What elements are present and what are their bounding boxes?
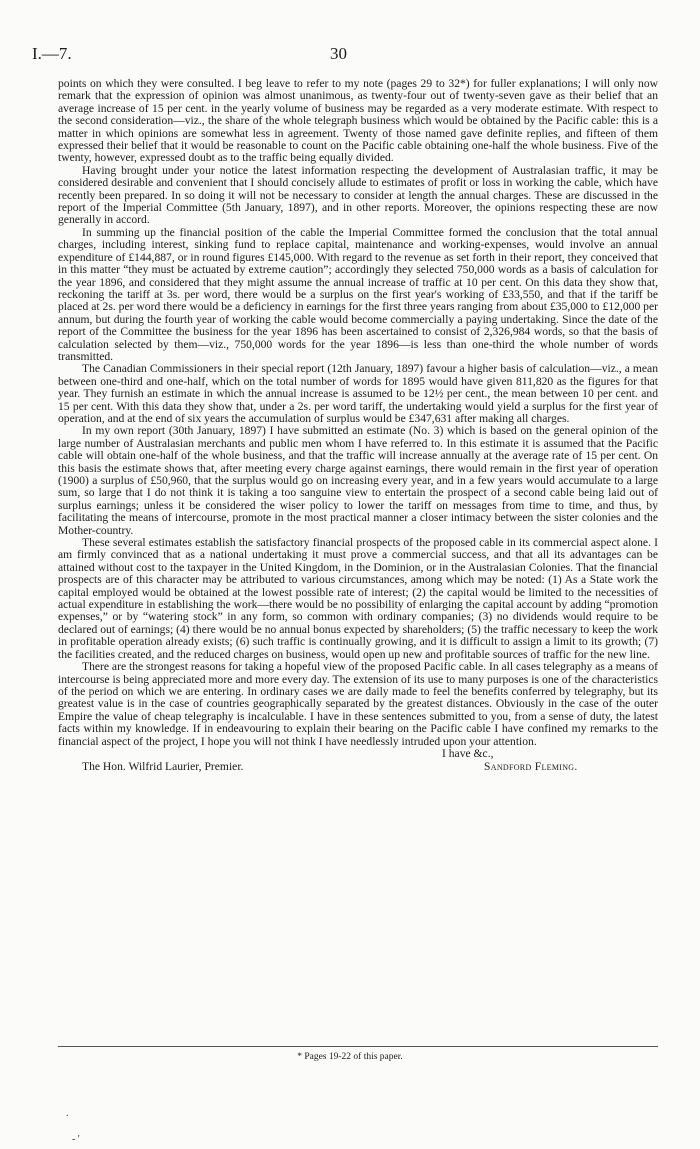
stray-mark: - ' <box>72 1134 80 1145</box>
footnote-divider <box>58 1046 658 1047</box>
letter-closing <box>58 748 658 774</box>
paragraph: There are the strongest reasons for taking a hopeful view of the proposed Pacific cable. In all cases telegraphy as a means of intercourse is being appreciated more and more every day. The extension of its use to many purposes is one of the characteristics of the period on which we are entering. In ordinary cases we are daily made to feel the benefits conferred by telegraphy, but its greatest value is in the case of countries geographically separated by the greatest distances. Obviously in the case of the outer Empire the value of cheap telegraphy is incalculable. I have in these sentences submitted to you, from a sense of duty, the latest facts within my knowledge. If in endeavouring to explain their bearing on the Pacific cable I have confined my remarks to the financial aspect of the project, I hope you will not think I have needlessly intruded upon your attention. <box>58 660 658 748</box>
valediction: I have &c., <box>442 746 494 760</box>
paragraph: In my own report (30th January, 1897) I have submitted an estimate (No. 3) which is based on the general opinion of the large number of Australasian merchants and public men whom I have referred to. In this estimate it is assumed that the Pacific cable will obtain one-half of the whole business, and that the traffic will increase annually at the average rate of 15 per cent. On this basis the estimate shows that, after meeting every charge against earnings, there would remain in the first year of operation (1900) a surplus of £50,960, that the surplus would go on increasing every year, and in a few years would accumulate to a large sum, so large that I do not think it is taking a too sanguine view to entertain the prospect of a second cable being laid out of surplus earnings; unless it be considered the wiser policy to lower the tariff on messages from time to time, and thus, by facilitating the means of intercourse, promote in the most practical manner a closer intimacy between the sister colonies and the Mother-country. <box>58 424 658 537</box>
paragraph: Having brought under your notice the latest information respecting the development of Australasian traffic, it may be considered desirable and convenient that I should concisely allude to estimates of profit or loss in working the cable, which have recently been prepared. In so doing it will not be necessary to consider at length the annual charges. These are discussed in the report of the Imperial Committee (5th January, 1897), and in other reports. Moreover, the opinions respecting these are now generally in accord. <box>58 163 658 227</box>
paper-reference: I.—7. <box>32 44 72 63</box>
footnote: * Pages 19-22 of this paper. <box>297 1052 403 1062</box>
body-text <box>58 78 658 774</box>
paragraph: points on which they were consulted. I beg leave to refer to my note (pages 29 to 32*) for fuller explanations; I will only now remark that the expression of opinion was almost unanimous, as twenty-four out of twenty-seven gave as their belief that an average increase of 15 per cent. in the yearly volume of business may be regarded as a very moderate estimate. With respect to the second consideration—viz., the share of the whole telegraph business which would be obtained by the Pacific cable: this is a matter in which opinions are somewhat less in agreement. Twenty of those named gave definite replies, and fifteen of them expressed their belief that it would be reasonable to count on the Pacific cable obtaining one-half the whole business. Five of the twenty, however, expressed doubt as to the traffic being equally divided. <box>58 77 658 165</box>
paragraph: The Canadian Commissioners in their special report (12th January, 1897) favour a higher basis of calculation—viz., a mean between one-third and one-half, which on the total number of words for 1895 would have given 811,820 as the figures for that year. They furnish an estimate in which the annual increase is assumed to be 12½ per cent., the mean between 10 per cent. and 15 per cent. With this data they show that, under a 2s. per word tariff, the undertaking would yield a surplus for the first year of operation, and at the end of six years the accumulation of surplus would be £347,631 after making all charges. <box>58 362 658 425</box>
stray-mark: . <box>66 1108 69 1119</box>
paragraph: In summing up the financial position of the cable the Imperial Committee formed the conclusion that the total annual charges, including interest, sinking fund to replace capital, maintenance and working-expenses, would involve an annual expenditure of £144,887, or in round figures £145,000. With regard to the revenue as set forth in their report, they conceived that in this matter “they must be actuated by extreme caution”; accordingly they selected 750,000 words as a basis of calculation for the year 1896, and considered that they might assume the annual increase of traffic at 10 per cent. On this data they show that, reckoning the tariff at 3s. per word, there would be a surplus on the first year's working of £33,550, and that if the tariff be placed at 2s. per word there would be a deficiency in earnings for the first three years ranging from about £35,000 to £12,000 per annum, but during the fourth year of working the cable would become commercially a paying undertaking. Since the date of the report of the Committee the business for the year 1896 has been ascertained to consist of 2,326,984 words, so that the basis of calculation selected by them—viz., 750,000 words for the year 1896—is less than one-third the whole number of words transmitted. <box>58 225 658 363</box>
addressee: The Hon. Wilfrid Laurier, Premier. <box>82 759 244 773</box>
page-number: 30 <box>330 44 347 63</box>
signature: Sandford Fleming. <box>484 759 578 773</box>
paragraph: These several estimates establish the satisfactory financial prospects of the proposed cable in its commercial aspect alone. I am firmly convinced that as a national undertaking it must prove a commercial success, and that all its advantages can be attained without cost to the taxpayer in the United Kingdom, in the Dominion, or in the Australasian Colonies. That the financial prospects are of this character may be attributed to various circumstances, among which may be noted: (1) As a State work the capital employed would be obtained at the lowest possible rate of interest; (2) the capital would be limited to the necessities of actual expenditure in establishing the work—there would be no possibility of enlarging the capital account by adding “promotion expenses,” or by “watering stock” in any form, so common with ordinary companies; (3) no dividends would require to be declared out of earnings; (4) there would be no annual bonus expected by shareholders; (5) the traffic necessary to keep the work in profitable operation already exists; (6) such traffic is continually growing, and it is difficult to assign a limit to its growth; (7) the facilities created, and the reduced charges on business, would open up new and profitable sources of traffic for the new line. <box>58 536 658 661</box>
